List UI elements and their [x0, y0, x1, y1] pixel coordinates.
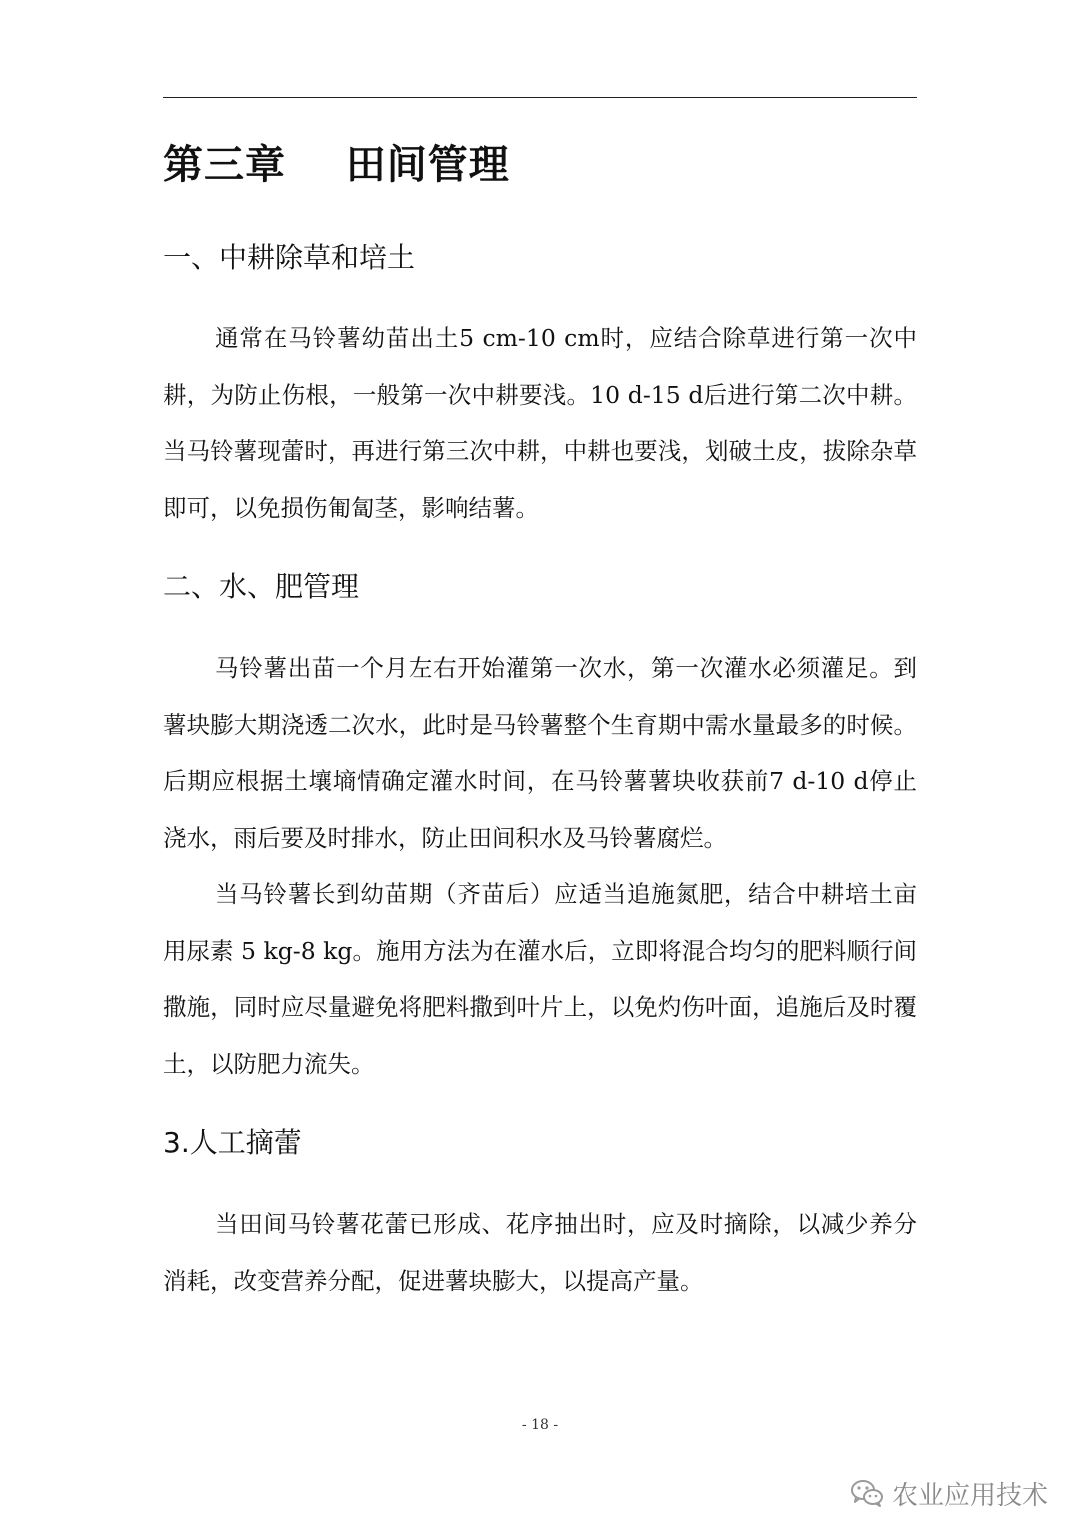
- paragraph-4: 当田间马铃薯花蕾已形成、花序抽出时，应及时摘除，以减少养分消耗，改变营养分配，促进薯块膨大，以提高产量。: [163, 1210, 917, 1295]
- watermark: [850, 1473, 1048, 1513]
- page-number: - 18 -: [521, 1417, 559, 1433]
- section-heading-2: 二、水、肥管理: [163, 570, 360, 603]
- paragraph-2: 马铃薯出苗一个月左右开始灌第一次水，第一次灌水必须灌足。到薯块膨大期浇透二次水，此时是马铃薯整个生育期中需水量最多的时候。后期应根据土壤墒情确定灌水时间，在马铃薯薯块收获前7 d-10 d停止浇水，雨后要及时排水，防止田间积水及马铃薯腐烂。: [163, 654, 917, 852]
- chapter-title: 第三章 田间管理: [163, 142, 510, 188]
- section-heading-1: 一、中耕除草和培土: [163, 241, 416, 274]
- watermark-text: 农业应用技术: [891, 1480, 1048, 1511]
- wechat-icon: [850, 1478, 884, 1508]
- paragraph-1: 通常在马铃薯幼苗出土5 cm-10 cm时，应结合除草进行第一次中耕，为防止伤根，一般第一次中耕要浅。10 d-15 d后进行第二次中耕。当马铃薯现蕾时，再进行第三次中耕，中耕也要浅，划破土皮，拔除杂草即可，以免损伤匍匐茎，影响结薯。: [163, 324, 917, 522]
- header-rule: [163, 97, 917, 98]
- section-heading-3: 3.人工摘蕾: [163, 1126, 302, 1159]
- paragraph-3: 当马铃薯长到幼苗期（齐苗后）应适当追施氮肥，结合中耕培土亩用尿素 5 kg-8 kg。施用方法为在灌水后，立即将混合均匀的肥料顺行间撒施，同时应尽量避免将肥料撒到叶片上，以免灼伤叶面，追施后及时覆土，以防肥力流失。: [163, 880, 917, 1078]
